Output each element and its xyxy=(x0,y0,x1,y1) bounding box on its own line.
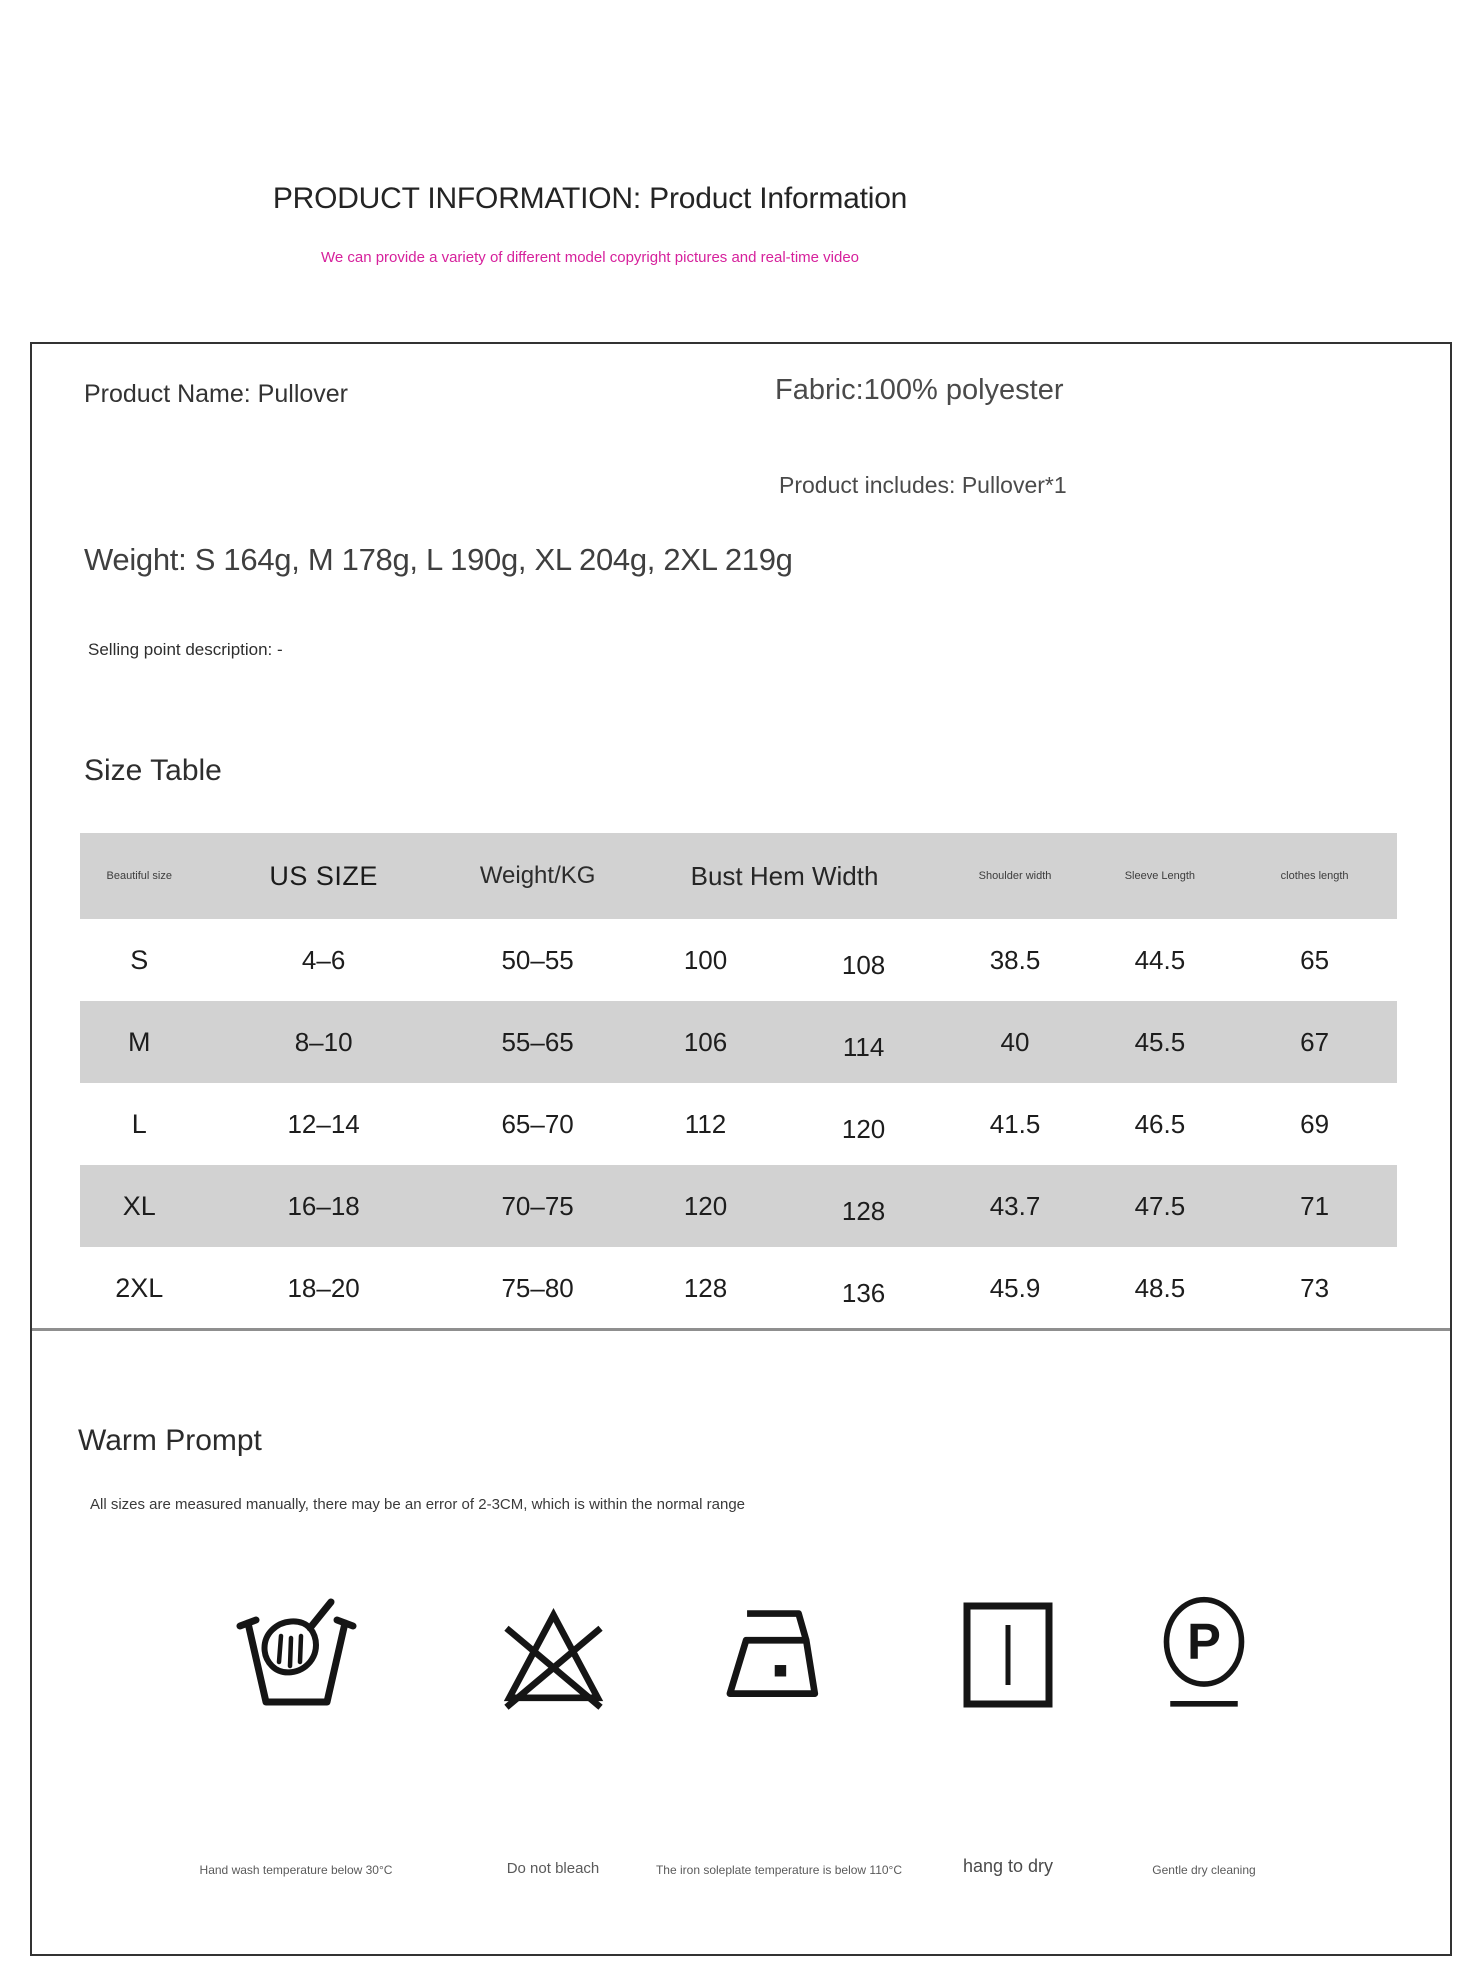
page-title: PRODUCT INFORMATION: Product Information xyxy=(272,182,908,215)
size-table-row xyxy=(80,919,1397,1001)
size-table-row xyxy=(80,1247,1397,1329)
cell-clothes-length: 65 xyxy=(1300,944,1330,975)
product-includes-line: Product includes: Pullover*1 xyxy=(779,472,1067,498)
header-shoulder-width: Shoulder width xyxy=(978,870,1052,882)
weight-line: Weight: S 164g, M 178g, L 190g, XL 204g, 2XL 219g xyxy=(84,542,793,577)
cell-clothes-length: 73 xyxy=(1300,1272,1330,1303)
cell-clothes-length: 67 xyxy=(1300,1026,1330,1057)
cell-sleeve: 47.5 xyxy=(1134,1190,1186,1221)
cell-us-size: 8–10 xyxy=(294,1026,353,1057)
svg-text:P: P xyxy=(1187,1612,1221,1670)
cell-weight: 50–55 xyxy=(501,944,574,975)
cell-size: 2XL xyxy=(115,1272,164,1303)
care-label: Do not bleach xyxy=(506,1860,600,1877)
care-instructions xyxy=(32,1575,1450,1877)
size-table-row xyxy=(80,1165,1397,1247)
cell-hem: 108 xyxy=(841,949,886,980)
size-table-row xyxy=(80,1083,1397,1165)
cell-size: M xyxy=(128,1026,151,1057)
page-subtitle: We can provide a variety of different model copyright pictures and real-time video xyxy=(320,249,860,266)
product-panel xyxy=(30,342,1452,1956)
cell-bust: 120 xyxy=(683,1190,728,1221)
cell-sleeve: 45.5 xyxy=(1134,1026,1186,1057)
do-not-bleach-icon xyxy=(497,1575,610,1735)
size-table-body xyxy=(80,919,1397,1329)
care-label: Hand wash temperature below 30°C xyxy=(199,1863,393,1877)
header-sleeve-length: Sleeve Length xyxy=(1124,870,1196,882)
care-item-dry-clean xyxy=(1044,1575,1364,1877)
cell-clothes-length: 69 xyxy=(1300,1108,1330,1139)
header-size: Beautiful size xyxy=(106,870,172,882)
size-table-row xyxy=(80,1001,1397,1083)
header-bust-hem-width: Bust Hem Width xyxy=(690,860,879,891)
product-name-line: Product Name: Pullover xyxy=(84,380,349,408)
hang-to-dry-icon xyxy=(962,1575,1054,1735)
hand-wash-icon xyxy=(234,1575,359,1735)
fabric-line: Fabric:100% polyester xyxy=(775,374,1064,406)
cell-clothes-length: 71 xyxy=(1300,1190,1330,1221)
cell-shoulder: 40 xyxy=(1000,1026,1030,1057)
warm-prompt-heading: Warm Prompt xyxy=(78,1424,262,1457)
cell-shoulder: 38.5 xyxy=(989,944,1041,975)
cell-hem: 128 xyxy=(841,1195,886,1226)
cell-shoulder: 45.9 xyxy=(989,1272,1041,1303)
cell-us-size: 12–14 xyxy=(287,1108,360,1139)
cell-weight: 65–70 xyxy=(501,1108,574,1139)
cell-hem: 136 xyxy=(841,1277,886,1308)
care-label: Gentle dry cleaning xyxy=(1152,1863,1256,1877)
care-label: hang to dry xyxy=(962,1856,1054,1876)
cell-size: XL xyxy=(122,1190,156,1221)
cell-bust: 112 xyxy=(684,1108,727,1139)
size-table xyxy=(80,833,1397,1329)
header-clothes-length: clothes length xyxy=(1280,870,1349,882)
header-us-size: US SIZE xyxy=(269,860,378,891)
cell-shoulder: 43.7 xyxy=(989,1190,1041,1221)
size-table-heading: Size Table xyxy=(84,754,222,787)
iron-max-110c-icon xyxy=(722,1575,837,1735)
cell-sleeve: 44.5 xyxy=(1134,944,1186,975)
cell-us-size: 16–18 xyxy=(287,1190,360,1221)
cell-weight: 55–65 xyxy=(501,1026,574,1057)
section-divider xyxy=(32,1328,1450,1331)
cell-weight: 75–80 xyxy=(501,1272,574,1303)
size-table-header-row xyxy=(80,833,1397,919)
warm-prompt-note: All sizes are measured manually, there may be an error of 2-3CM, which is within the normal range xyxy=(90,1496,746,1513)
cell-bust: 106 xyxy=(683,1026,728,1057)
cell-us-size: 4–6 xyxy=(301,944,346,975)
selling-point-line: Selling point description: - xyxy=(88,640,283,659)
header-weight: Weight/KG xyxy=(479,862,596,889)
care-label: The iron soleplate temperature is below 110°C xyxy=(655,1863,903,1877)
cell-hem: 114 xyxy=(842,1031,885,1062)
cell-hem: 120 xyxy=(841,1113,886,1144)
cell-us-size: 18–20 xyxy=(287,1272,360,1303)
cell-size: L xyxy=(131,1108,147,1139)
cell-bust: 100 xyxy=(683,944,728,975)
cell-sleeve: 46.5 xyxy=(1134,1108,1186,1139)
cell-size: S xyxy=(130,944,149,975)
cell-shoulder: 41.5 xyxy=(989,1108,1041,1139)
gentle-dry-clean-icon xyxy=(1159,1575,1249,1735)
cell-weight: 70–75 xyxy=(501,1190,574,1221)
cell-bust: 128 xyxy=(683,1272,728,1303)
cell-sleeve: 48.5 xyxy=(1134,1272,1186,1303)
